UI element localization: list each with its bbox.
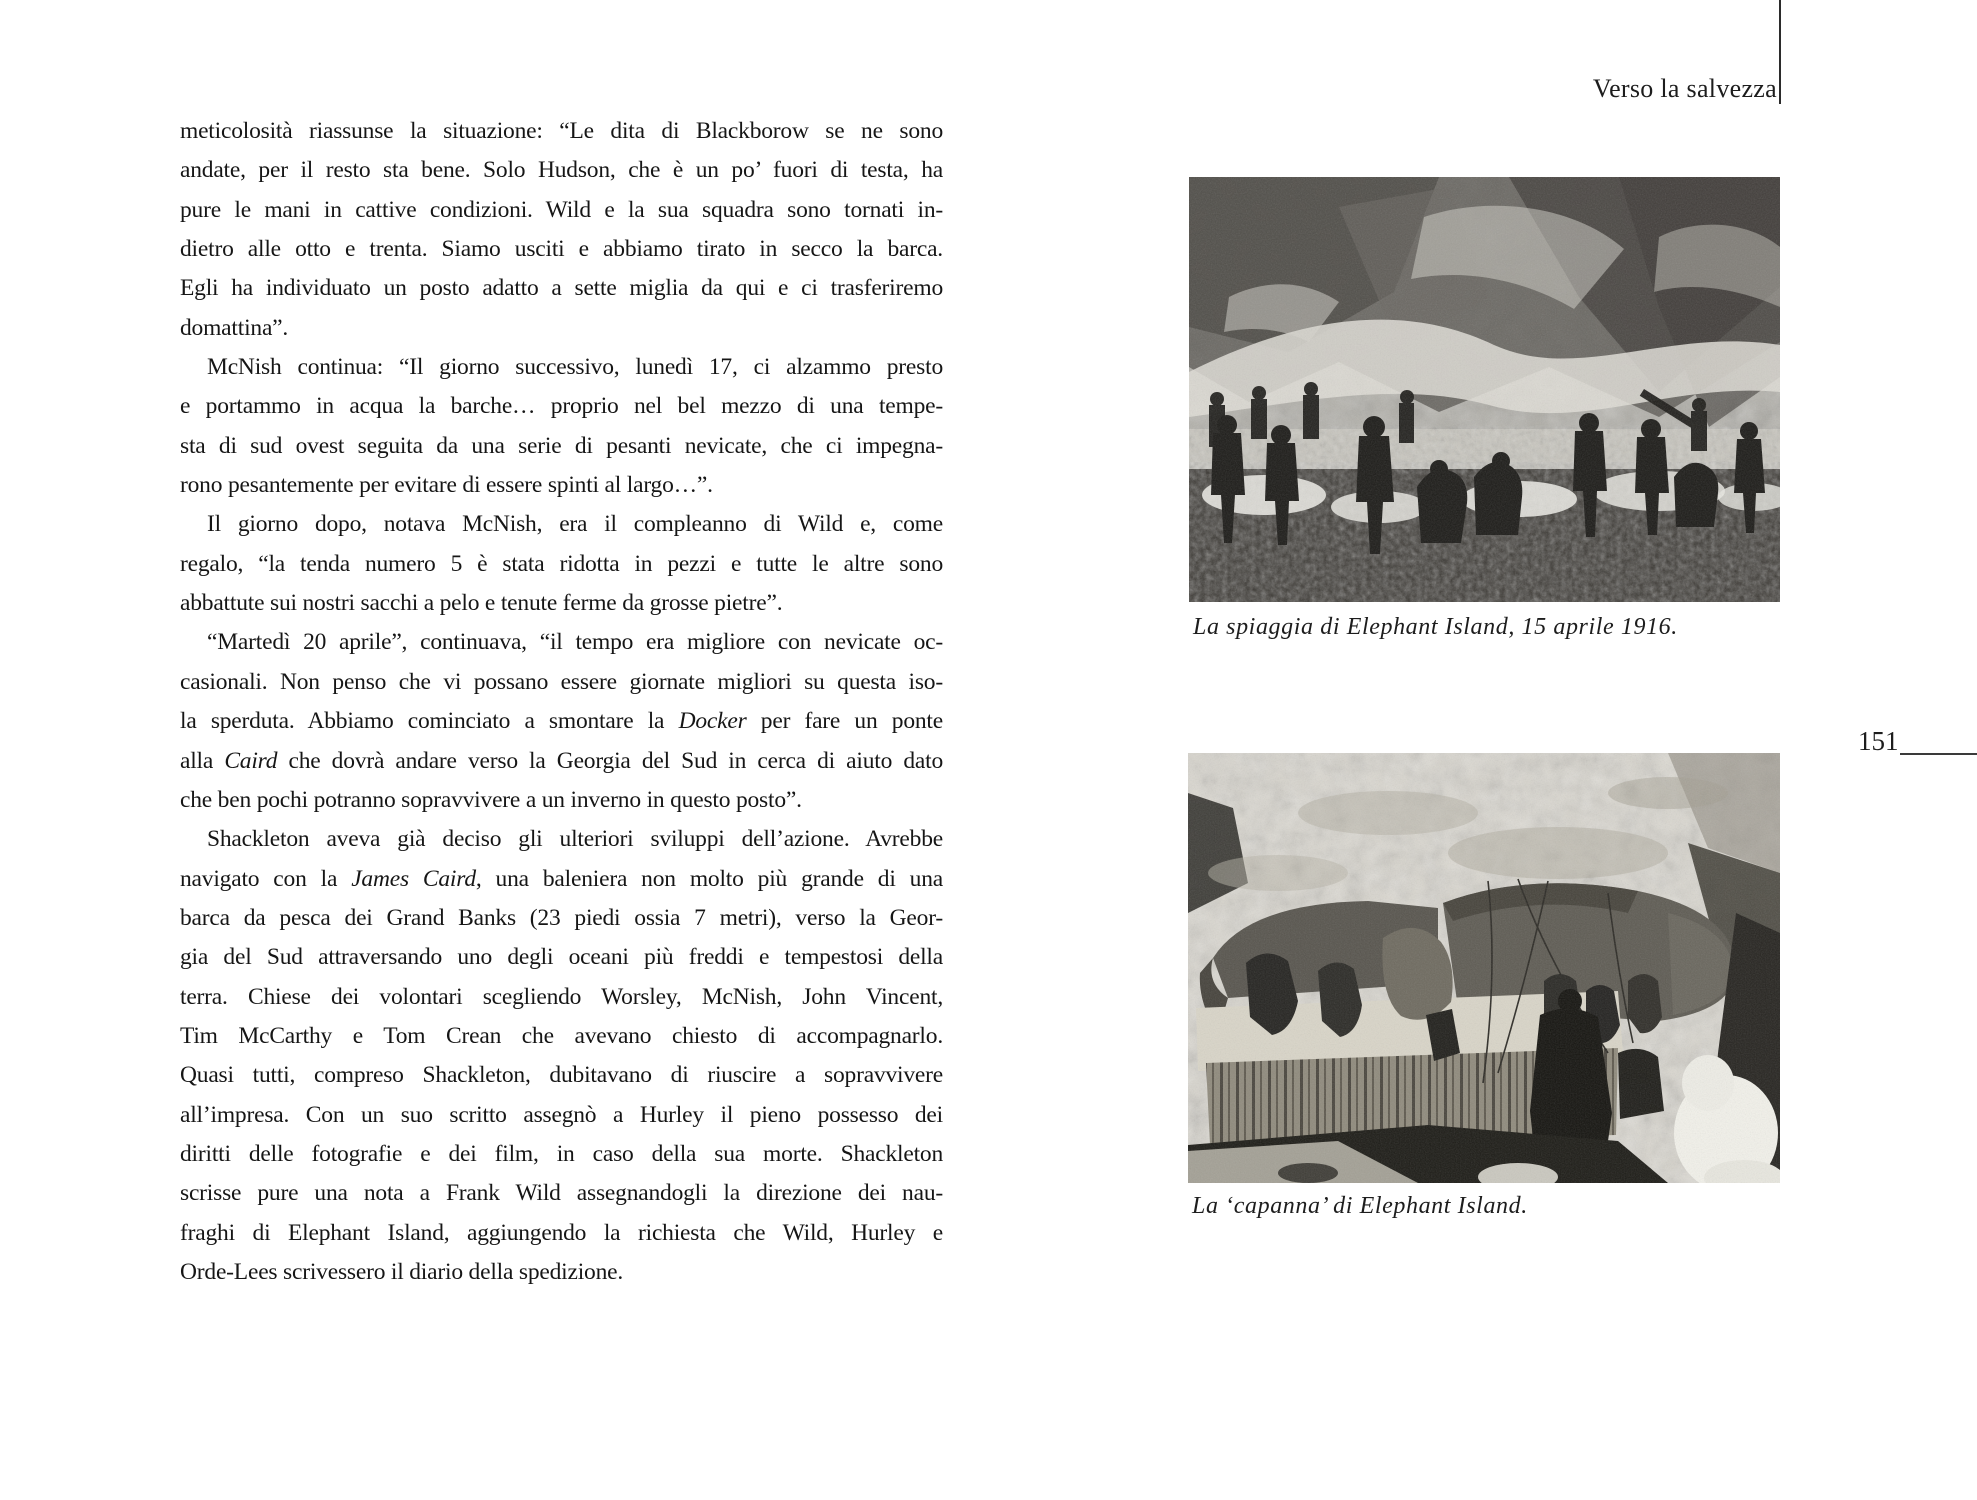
text-line: e portammo in acqua la barche… proprio nel bel mezzo di una tempe- xyxy=(180,393,943,420)
text-line: andate, per il resto sta bene. Solo Hudson, che è un po’ fuori di testa, ha xyxy=(180,157,943,184)
text-line: gia del Sud attraversando uno degli oceani più freddi e tempestosi della xyxy=(180,944,943,971)
text-line: Orde-Lees scrivessero il diario della spedizione. xyxy=(180,1258,624,1285)
text-line: meticolosità riassunse la situazione: “Le dita di Blackborow se ne sono xyxy=(180,118,943,144)
text-line: terra. Chiese dei volontari scegliendo Worsley, McNish, John Vincent, xyxy=(180,983,943,1010)
beach-photo xyxy=(1189,177,1780,602)
paragraph xyxy=(180,505,943,623)
italic-ship-name: Caird xyxy=(224,747,278,774)
text-line: McNish continua: “Il giorno successivo, lunedì 17, ci alzammo presto xyxy=(207,354,943,381)
italic-ship-name: James Caird xyxy=(351,865,476,892)
text-line: rono pesantemente per evitare di essere spinti al largo…”. xyxy=(180,472,713,499)
text-line: sta di sud ovest seguita da una serie di pesanti nevicate, che ci impegna- xyxy=(180,432,943,459)
text-line: che ben pochi potranno sopravvivere a un inverno in questo posto”. xyxy=(180,786,802,813)
text-line: “Martedì 20 aprile”, continuava, “il tempo era migliore con nevicate oc- xyxy=(207,629,943,656)
text-line: casionali. Non penso che vi possano essere giornate migliori su questa iso- xyxy=(180,668,943,695)
text-line: regalo, “la tenda numero 5 è stata ridotta in pezzi e tutte le altre sono xyxy=(180,550,943,577)
header-vertical-rule xyxy=(1779,0,1781,104)
beach-photo-caption: La spiaggia di Elephant Island, 15 aprile 1916. xyxy=(1193,614,1678,640)
italic-ship-name: Docker xyxy=(678,708,747,735)
text-line: fraghi di Elephant Island, aggiungendo la richiesta che Wild, Hurley e xyxy=(180,1219,943,1246)
text-line: all’impresa. Con un suo scritto assegnò a Hurley il pieno possesso dei xyxy=(180,1101,943,1128)
text-line: Shackleton aveva già deciso gli ulteriori sviluppi dell’azione. Avrebbe xyxy=(207,826,943,853)
hut-photo xyxy=(1188,753,1780,1183)
hut-photo-illustration xyxy=(1188,753,1780,1183)
text-line: Quasi tutti, compreso Shackleton, dubitavano di riuscire a sopravvivere xyxy=(180,1062,943,1089)
text-line: Egli ha individuato un posto adatto a sette miglia da qui e ci trasferiremo xyxy=(180,275,943,302)
text-line: abbattute sui nostri sacchi a pelo e tenute ferme da grosse pietre”. xyxy=(180,590,783,617)
text-line: la sperduta. Abbiamo cominciato a smontare la Docker per fare un ponte xyxy=(180,708,943,735)
text-line: domattina”. xyxy=(180,314,289,341)
hut-photo-caption: La ‘capanna’ di Elephant Island. xyxy=(1192,1193,1528,1219)
text-line: alla Caird che dovrà andare verso la Georgia del Sud in cerca di aiuto dato xyxy=(180,747,943,774)
text-line: barca da pesca dei Grand Banks (23 piedi ossia 7 metri), verso la Geor- xyxy=(180,904,943,931)
text-line: navigato con la James Caird, una baleniera non molto più grande di una xyxy=(180,865,943,892)
paragraph xyxy=(180,623,943,820)
paragraph xyxy=(180,112,943,348)
text-line: scrisse pure una nota a Frank Wild assegnandogli la direzione dei nau- xyxy=(180,1180,943,1207)
text-line: dietro alle otto e trenta. Siamo usciti e abbiamo tirato in secco la barca. xyxy=(180,236,943,263)
running-head: Verso la salvezza xyxy=(1592,74,1777,103)
text-line: diritti delle fotografie e dei film, in caso della sua morte. Shackleton xyxy=(180,1140,943,1167)
text-line: Il giorno dopo, notava McNish, era il compleanno di Wild e, come xyxy=(207,511,943,538)
page-number: 151 xyxy=(1858,726,1899,756)
text-column xyxy=(180,112,943,1292)
beach-photo-illustration xyxy=(1189,177,1780,602)
page-number-rule xyxy=(1900,753,1977,755)
text-line: pure le mani in cattive condizioni. Wild e la sua squadra sono tornati in- xyxy=(180,196,943,223)
paragraph xyxy=(180,820,943,1292)
paragraph xyxy=(180,348,943,505)
text-line: Tim McCarthy e Tom Crean che avevano chiesto di accompagnarlo. xyxy=(180,1022,943,1049)
